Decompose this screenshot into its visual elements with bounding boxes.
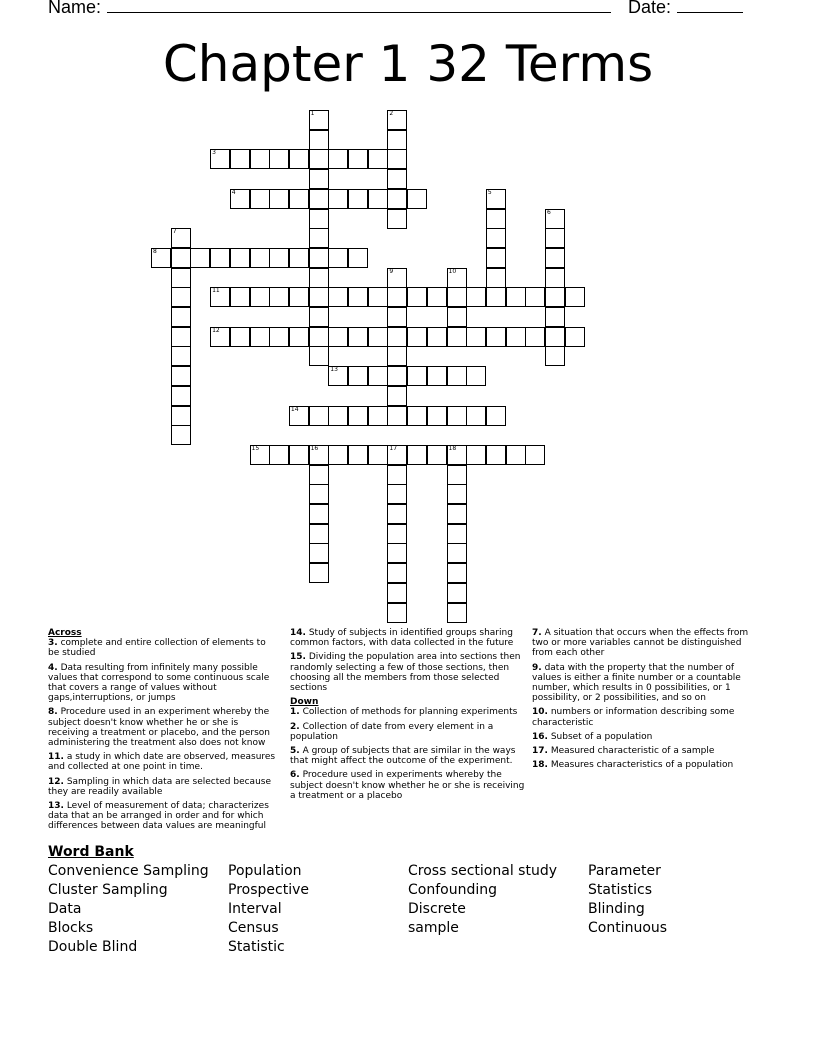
crossword-cell[interactable] [407, 189, 427, 209]
clue-number: 13 [330, 366, 338, 374]
crossword-cell[interactable] [545, 346, 565, 366]
crossword-cell[interactable] [387, 110, 407, 130]
crossword-cell[interactable] [289, 149, 309, 169]
crossword-cell[interactable] [387, 287, 407, 307]
crossword-cell[interactable] [486, 209, 506, 229]
crossword-cell[interactable] [230, 189, 250, 209]
date-field[interactable] [628, 0, 743, 18]
crossword-cell[interactable] [447, 583, 467, 603]
crossword-cell[interactable] [525, 327, 545, 347]
crossword-cell[interactable] [328, 327, 348, 347]
crossword-cell[interactable] [387, 189, 407, 209]
crossword-cell[interactable] [309, 406, 329, 426]
crossword-cell[interactable] [328, 445, 348, 465]
crossword-cell[interactable] [309, 209, 329, 229]
crossword-cell[interactable] [447, 543, 467, 563]
crossword-cell[interactable] [447, 484, 467, 504]
crossword-cell[interactable] [309, 189, 329, 209]
clue-across: 15. Dividing the population area into sections then randomly selecting a few of those sections, then choosing all the members from those selected sections [290, 652, 521, 694]
crossword-cell[interactable] [348, 248, 368, 268]
crossword-cell[interactable] [565, 287, 585, 307]
word-bank-item: Cluster Sampling [48, 882, 168, 898]
crossword-cell[interactable] [447, 465, 467, 485]
clue-number: 3 [212, 149, 216, 157]
crossword-cell[interactable] [289, 327, 309, 347]
crossword-cell[interactable] [387, 346, 407, 366]
crossword-cell[interactable] [387, 563, 407, 583]
crossword-cell[interactable] [289, 287, 309, 307]
crossword-cell[interactable] [250, 445, 270, 465]
crossword-cell[interactable] [250, 287, 270, 307]
crossword-cell[interactable] [447, 406, 467, 426]
crossword-cell[interactable] [545, 327, 565, 347]
crossword-cell[interactable] [447, 524, 467, 544]
crossword-cell[interactable] [447, 563, 467, 583]
crossword-cell[interactable] [348, 445, 368, 465]
crossword-cell[interactable] [309, 543, 329, 563]
down-heading: Down [290, 697, 319, 708]
word-bank-item: Blocks [48, 920, 94, 936]
crossword-cell[interactable] [230, 149, 250, 169]
crossword-cell[interactable] [368, 406, 388, 426]
name-field[interactable] [48, 0, 611, 18]
crossword-cell[interactable] [387, 484, 407, 504]
crossword-cell[interactable] [427, 445, 447, 465]
crossword-cell[interactable] [387, 504, 407, 524]
word-bank-item: Convenience Sampling [48, 863, 209, 879]
crossword-cell[interactable] [309, 110, 329, 130]
crossword-cell[interactable] [348, 366, 368, 386]
crossword-cell[interactable] [407, 327, 427, 347]
crossword-cell[interactable] [447, 287, 467, 307]
crossword-cell[interactable] [250, 248, 270, 268]
crossword-cell[interactable] [545, 209, 565, 229]
word-bank-item: Double Blind [48, 939, 138, 955]
clues-column-3 [532, 628, 760, 774]
crossword-cell[interactable] [328, 406, 348, 426]
crossword-cell[interactable] [171, 248, 191, 268]
clue-down: 18. Measures characteristics of a population [532, 760, 734, 771]
clue-number: 2 [389, 110, 394, 117]
crossword-cell[interactable] [171, 366, 191, 386]
clue-number: 16 [310, 444, 319, 452]
crossword-cell[interactable] [289, 445, 309, 465]
clue-across: 8. Procedure used in an experiment whereby the subject doesn't know whether he or she is receiving a treatment or placebo, and the person administering the treatment also does not know [48, 707, 271, 749]
clue-number: 12 [212, 326, 220, 334]
crossword-cell[interactable] [387, 583, 407, 603]
crossword-cell[interactable] [309, 169, 329, 189]
name-line[interactable] [107, 0, 611, 13]
clues-column-2 [290, 628, 526, 805]
crossword-cell[interactable] [466, 406, 486, 426]
clue-down: 7. A situation that occurs when the effects from two or more variables cannot be distinguished from each other [532, 628, 749, 659]
crossword-cell[interactable] [309, 484, 329, 504]
crossword-cell[interactable] [407, 406, 427, 426]
crossword-cell[interactable] [190, 248, 210, 268]
crossword-cell[interactable] [447, 504, 467, 524]
crossword-cell[interactable] [171, 346, 191, 366]
crossword-cell[interactable] [447, 307, 467, 327]
crossword-cell[interactable] [387, 366, 407, 386]
crossword-cell[interactable] [309, 228, 329, 248]
clue-across: 4. Data resulting from infinitely many possible values that correspond to some continuous scale that covers a range of values without gaps,interruptions, or jumps [48, 662, 270, 704]
crossword-cell[interactable] [466, 366, 486, 386]
clue-number: 17 [389, 444, 398, 452]
clue-number: 14 [290, 405, 299, 413]
clue-number: 10 [448, 267, 457, 275]
clue-down: 6. Procedure used in experiments whereby the subject doesn't know whether he or she is receiving a treatment or a placebo [290, 770, 525, 801]
clue-number: 4 [231, 188, 236, 196]
crossword-cell[interactable] [466, 445, 486, 465]
crossword-cell[interactable] [565, 327, 585, 347]
clue-across: 11. a study in which date are observed, measures and collected at one point in time. [48, 752, 276, 773]
clue-down: 9. data with the property that the number of values is either a finite number or a countable number, which results in 0 possibilities, or 1 possibility, or 2 possibilities, and so on [532, 662, 741, 704]
word-bank-item: Prospective [228, 882, 309, 898]
crossword-cell[interactable] [269, 445, 289, 465]
crossword-cell[interactable] [387, 524, 407, 544]
crossword-cell[interactable] [348, 149, 368, 169]
clue-across: 14. Study of subjects in identified groups sharing common factors, with data collected in the future [290, 628, 514, 649]
crossword-cell[interactable] [230, 248, 250, 268]
crossword-cell[interactable] [151, 248, 171, 268]
crossword-cell[interactable] [368, 327, 388, 347]
crossword-cell[interactable] [447, 366, 467, 386]
crossword-cell[interactable] [171, 228, 191, 248]
crossword-cell[interactable] [171, 425, 191, 445]
word-bank-item: Census [228, 920, 279, 936]
crossword-cell[interactable] [309, 268, 329, 288]
crossword-cell[interactable] [486, 287, 506, 307]
name-label: Name: [48, 0, 102, 17]
crossword-cell[interactable] [269, 189, 289, 209]
word-bank-item: Blinding [588, 901, 645, 917]
crossword-cell[interactable] [309, 563, 329, 583]
word-bank-item: Statistics [588, 882, 652, 898]
word-bank-item: Confounding [408, 882, 497, 898]
word-bank-item: Cross sectional study [408, 863, 557, 879]
crossword-cell[interactable] [328, 248, 348, 268]
clues-column-1 [48, 628, 276, 836]
crossword-cell[interactable] [506, 327, 526, 347]
crossword-cell[interactable] [387, 543, 407, 563]
crossword-cell[interactable] [368, 287, 388, 307]
crossword-cell[interactable] [289, 248, 309, 268]
crossword-cell[interactable] [250, 149, 270, 169]
crossword-cell[interactable] [545, 268, 565, 288]
crossword-cell[interactable] [387, 603, 407, 623]
clue-number: 7 [172, 228, 177, 236]
word-bank-item: Population [228, 863, 302, 879]
crossword-cell[interactable] [269, 149, 289, 169]
crossword-cell[interactable] [486, 268, 506, 288]
word-bank-column [228, 862, 309, 957]
crossword-cell[interactable] [387, 445, 407, 465]
clue-number: 5 [487, 188, 492, 196]
clue-down: 2. Collection of date from every element in a population [290, 721, 494, 742]
clue-number: 15 [251, 444, 260, 452]
crossword-cell[interactable] [348, 287, 368, 307]
word-bank-item: Parameter [588, 863, 661, 879]
crossword-cell[interactable] [387, 327, 407, 347]
crossword-cell[interactable] [368, 149, 388, 169]
word-bank-column [408, 862, 557, 938]
crossword-cell[interactable] [171, 386, 191, 406]
clue-number: 18 [448, 444, 457, 452]
word-bank-title: Word Bank [48, 844, 134, 860]
crossword-cell[interactable] [171, 406, 191, 426]
across-heading: Across [48, 628, 82, 638]
crossword-cell[interactable] [171, 268, 191, 288]
crossword-cell[interactable] [407, 366, 427, 386]
clue-across: 3. complete and entire collection of elements to be studied [48, 638, 266, 659]
crossword-cell[interactable] [466, 287, 486, 307]
crossword-cell[interactable] [387, 465, 407, 485]
crossword-cell[interactable] [486, 406, 506, 426]
crossword-cell[interactable] [368, 189, 388, 209]
crossword-cell[interactable] [309, 248, 329, 268]
crossword-cell[interactable] [407, 287, 427, 307]
crossword-cell[interactable] [387, 406, 407, 426]
crossword-cell[interactable] [466, 327, 486, 347]
clue-number: 6 [547, 208, 551, 216]
crossword-cell[interactable] [328, 189, 348, 209]
word-bank-item: Interval [228, 901, 282, 917]
crossword-cell[interactable] [447, 327, 467, 347]
crossword-cell[interactable] [328, 366, 348, 386]
crossword-cell[interactable] [269, 287, 289, 307]
clue-number: 1 [310, 110, 315, 117]
crossword-cell[interactable] [309, 149, 329, 169]
crossword-cell[interactable] [427, 287, 447, 307]
word-bank-column [588, 862, 667, 938]
word-bank-item: Statistic [228, 939, 285, 955]
clue-down: 10. numbers or information describing some characteristic [532, 707, 735, 728]
crossword-cell[interactable] [269, 327, 289, 347]
clue-across: 12. Sampling in which data are selected because they are readily available [48, 776, 272, 797]
clue-down: 16. Subset of a population [532, 731, 653, 742]
crossword-cell[interactable] [348, 189, 368, 209]
crossword-cell[interactable] [250, 189, 270, 209]
crossword-cell[interactable] [387, 268, 407, 288]
clue-down: 17. Measured characteristic of a sample [532, 746, 715, 757]
crossword-cell[interactable] [486, 248, 506, 268]
word-bank-column [48, 862, 209, 957]
crossword-cell[interactable] [309, 504, 329, 524]
crossword-cell[interactable] [545, 228, 565, 248]
crossword-cell[interactable] [407, 445, 427, 465]
crossword-cell[interactable] [289, 406, 309, 426]
crossword-cell[interactable] [545, 248, 565, 268]
crossword-cell[interactable] [447, 268, 467, 288]
crossword-cell[interactable] [387, 307, 407, 327]
crossword-cell[interactable] [269, 248, 289, 268]
crossword-cell[interactable] [427, 366, 447, 386]
crossword-cell[interactable] [210, 327, 230, 347]
crossword-cell[interactable] [387, 209, 407, 229]
crossword-cell[interactable] [525, 445, 545, 465]
crossword-cell[interactable] [427, 327, 447, 347]
crossword-cell[interactable] [387, 386, 407, 406]
crossword-cell[interactable] [171, 327, 191, 347]
crossword-cell[interactable] [506, 287, 526, 307]
crossword-cell[interactable] [309, 130, 329, 150]
crossword-cell[interactable] [328, 149, 348, 169]
clue-down: 1. Collection of methods for planning experiments [290, 707, 518, 718]
clue-across: 13. Level of measurement of data; characterizes data that an be arranged in order and for which differences between data values are meaningful [48, 801, 269, 832]
crossword-cell[interactable] [447, 603, 467, 623]
crossword-cell[interactable] [387, 149, 407, 169]
crossword-cell[interactable] [309, 327, 329, 347]
date-line[interactable] [677, 0, 743, 13]
crossword-cell[interactable] [348, 327, 368, 347]
crossword-cell[interactable] [506, 445, 526, 465]
crossword-cell[interactable] [309, 287, 329, 307]
clue-number: 11 [212, 287, 220, 295]
crossword-cell[interactable] [486, 189, 506, 209]
crossword-cell[interactable] [368, 445, 388, 465]
crossword-cell[interactable] [309, 307, 329, 327]
crossword-cell[interactable] [230, 287, 250, 307]
clue-down: 5. A group of subjects that are similar in the ways that might affect the outcome of the experiment. [290, 746, 516, 767]
crossword-cell[interactable] [328, 287, 348, 307]
crossword-cell[interactable] [171, 287, 191, 307]
crossword-cell[interactable] [427, 406, 447, 426]
clue-number: 9 [389, 267, 394, 275]
crossword-cell[interactable] [171, 307, 191, 327]
crossword-cell[interactable] [368, 366, 388, 386]
crossword-cell[interactable] [447, 445, 467, 465]
crossword-cell[interactable] [309, 524, 329, 544]
word-bank-item: Data [48, 901, 82, 917]
crossword-cell[interactable] [486, 445, 506, 465]
crossword-cell[interactable] [348, 406, 368, 426]
word-bank-item: sample [408, 920, 459, 936]
crossword-cell[interactable] [545, 287, 565, 307]
crossword-cell[interactable] [387, 130, 407, 150]
crossword-cell[interactable] [210, 287, 230, 307]
crossword-cell[interactable] [289, 189, 309, 209]
crossword-cell[interactable] [230, 327, 250, 347]
clue-number: 8 [153, 247, 157, 255]
crossword-cell[interactable] [486, 327, 506, 347]
crossword-cell[interactable] [309, 346, 329, 366]
crossword-cell[interactable] [309, 465, 329, 485]
crossword-cell[interactable] [250, 327, 270, 347]
crossword-cell[interactable] [486, 228, 506, 248]
crossword-cell[interactable] [387, 169, 407, 189]
word-bank-item: Discrete [408, 901, 466, 917]
puzzle-title: Chapter 1 32 Terms [162, 35, 654, 93]
date-label: Date: [628, 0, 672, 17]
crossword-cell[interactable] [210, 149, 230, 169]
crossword-cell[interactable] [545, 307, 565, 327]
crossword-cell[interactable] [210, 248, 230, 268]
word-bank-item: Continuous [588, 920, 668, 936]
crossword-cell[interactable] [525, 287, 545, 307]
crossword-cell[interactable] [309, 445, 329, 465]
